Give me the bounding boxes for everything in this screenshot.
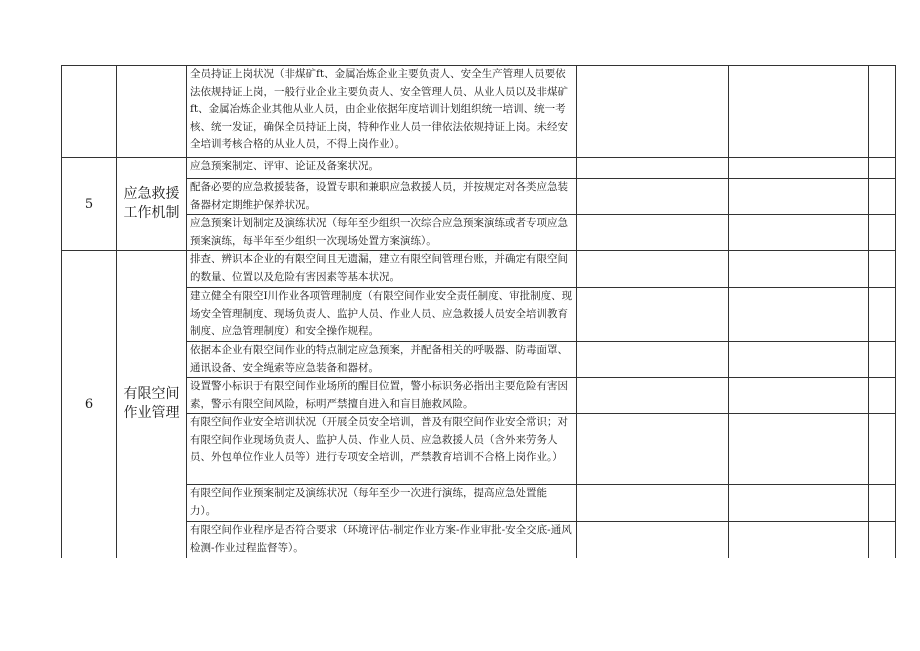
table-row (62, 414, 896, 485)
result-cell (577, 288, 729, 342)
result-cell (577, 158, 729, 179)
inspection-table (61, 65, 896, 558)
check-item: 有限空间作业预案制定及演练状况（每年至少一次进行演练，提高应急处置能力）。 (187, 485, 577, 522)
section-category: 应急救援工作机制 (117, 158, 187, 251)
extra-cell (869, 414, 896, 485)
result-cell (577, 414, 729, 485)
table-row (62, 251, 896, 288)
remark-cell (729, 522, 869, 558)
check-item: 配备必要的应急救援装备，设置专职和兼职应急救援人员，并按规定对各类应急装备器材定期维护保养状况。 (187, 179, 577, 215)
table-row (62, 179, 896, 215)
check-item: 设置警小标识于有限空间作业场所的醒目位置，警小标识务必指出主要危险有害因素，警示有限空间风险，标明严禁擅自进入和盲目施救风险。 (187, 378, 577, 414)
remark-cell (729, 288, 869, 342)
table-row (62, 342, 896, 378)
table-row (62, 158, 896, 179)
table-row (62, 378, 896, 414)
check-item: 有限空间作业安全培训状况（开展全员安全培训，普及有限空间作业安全常识；对有限空间作业现场负责人、监护人员、作业人员、应急救援人员（含外来劳务人员、外包单位作业人员等）进行专项安全培训，严禁教育培训不合格上岗作业。） (187, 414, 577, 485)
check-item: 依据本企业有限空间作业的特点制定应急预案，并配备相关的呼吸器、防毒面罩、通讯设备、安全绳索等应急装备和器材。 (187, 342, 577, 378)
check-item: 应急预案计划制定及演练状况（每年至少组织一次综合应急预案演练或者专项应急预案演练，每半年至少组织一次现场处置方案演练）。 (187, 215, 577, 251)
remark-cell (729, 485, 869, 522)
table-row (62, 215, 896, 251)
extra-cell (869, 485, 896, 522)
section-number: 6 (62, 251, 117, 558)
remark-cell (729, 215, 869, 251)
result-cell (577, 66, 729, 158)
result-cell (577, 522, 729, 558)
remark-cell (729, 342, 869, 378)
extra-cell (869, 378, 896, 414)
table-row (62, 485, 896, 522)
check-item: 有限空间作业程序是否符合要求（环境评估-制定作业方案-作业审批-安全交底-通风检测-作业过程监督等）。 (187, 522, 577, 558)
extra-cell (869, 251, 896, 288)
check-item: 排查、辨识本企业的有限空间且无遗漏，建立有限空间管理台账，并确定有限空间的数量、位置以及危险有害因素等基本状况。 (187, 251, 577, 288)
table-row (62, 288, 896, 342)
extra-cell (869, 158, 896, 179)
extra-cell (869, 215, 896, 251)
extra-cell (869, 66, 896, 158)
section-number: 5 (62, 158, 117, 251)
remark-cell (729, 251, 869, 288)
remark-cell (729, 158, 869, 179)
extra-cell (869, 342, 896, 378)
check-item: 全员持证上岗状况（非煤矿ft、金属冶炼企业主要负责人、安全生产管理人员要依法依规持证上岗，一般行业企业主要负责人、安全管理人员、从业人员以及非煤矿ft、金属冶炼企业其他从业人员，由企业依据年度培训计划组织统一培训、统一考核、统一发证，确保全员持证上岗，特种作业人员一律依法依规持证上岗。未经安全培训考核合格的从业人员，不得上岗作业）。 (187, 66, 577, 158)
row-category (117, 66, 187, 158)
extra-cell (869, 179, 896, 215)
remark-cell (729, 378, 869, 414)
result-cell (577, 179, 729, 215)
row-number (62, 66, 117, 158)
table-row (62, 522, 896, 558)
section-category: 有限空间作业管理 (117, 251, 187, 558)
check-item: 建立健全有限空I川作业各项管理制度（有限空间作业安全责任制度、审批制度、现场安全管理制度、现场负责人、监护人员、作业人员、应急救援人员安全培训教育制度、应急管理制度）和安全操作规程。 (187, 288, 577, 342)
remark-cell (729, 66, 869, 158)
remark-cell (729, 179, 869, 215)
extra-cell (869, 522, 896, 558)
result-cell (577, 485, 729, 522)
result-cell (577, 378, 729, 414)
result-cell (577, 251, 729, 288)
remark-cell (729, 414, 869, 485)
result-cell (577, 342, 729, 378)
result-cell (577, 215, 729, 251)
table-row (62, 66, 896, 158)
extra-cell (869, 288, 896, 342)
check-item: 应急预案制定、评审、论证及备案状况。 (187, 158, 577, 179)
